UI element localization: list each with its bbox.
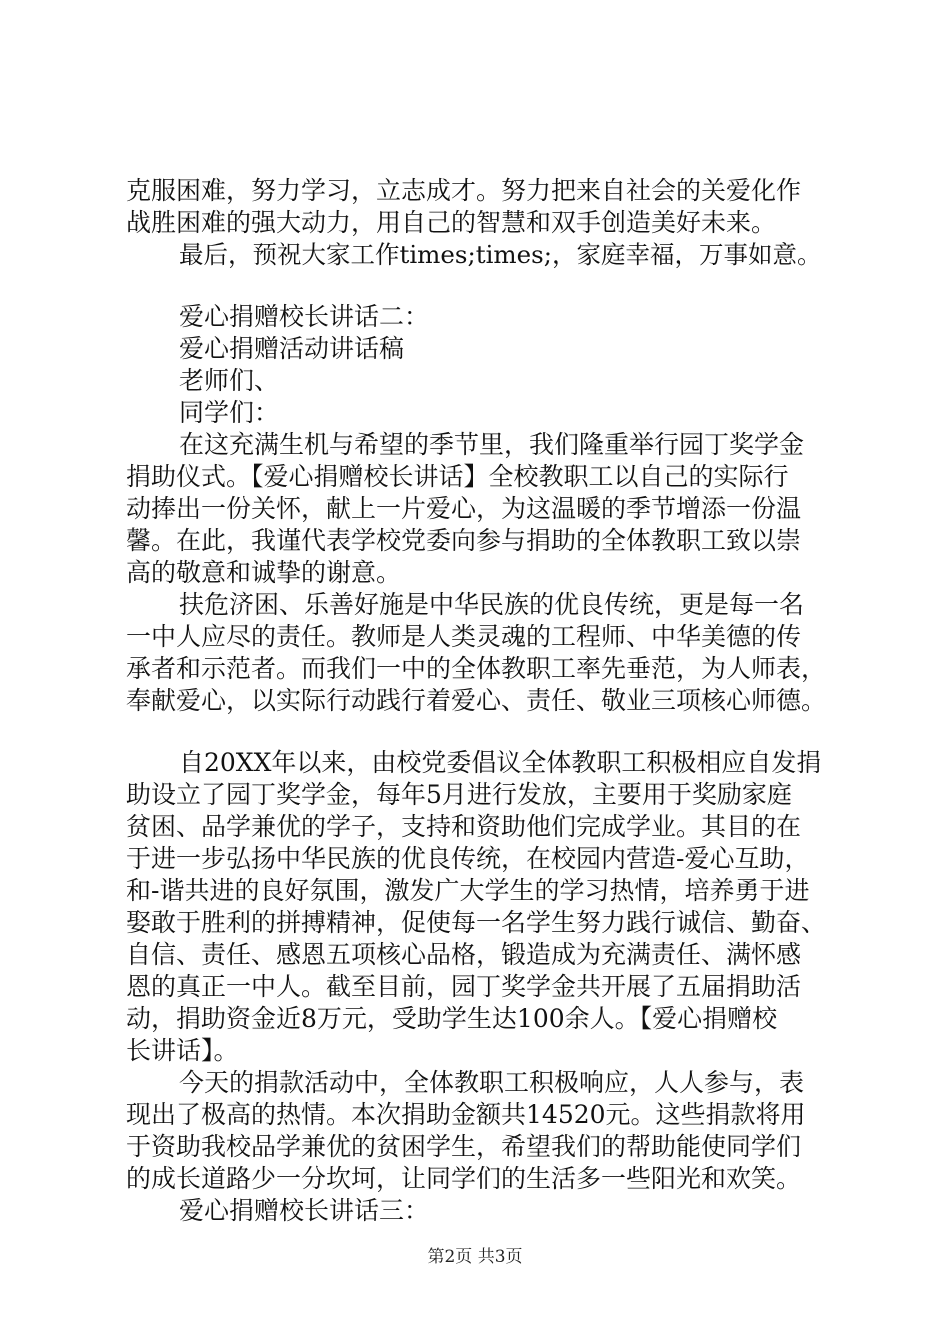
text-line: 爱心捐赠校长讲话三： xyxy=(179,1196,430,1225)
text-line: 在这充满生机与希望的季节里，我们隆重举行园丁奖学金 xyxy=(179,430,805,459)
text-line: 捐助仪式。【爱心捐赠校长讲话】全校教职工以自己的实际行 xyxy=(126,462,789,491)
text-line: 最后，预祝大家工作times;times;，家庭幸福，万事如意。 xyxy=(179,240,822,269)
text-line: 长讲话】。 xyxy=(126,1036,239,1065)
text-line: 爱心捐赠校长讲话二： xyxy=(179,302,430,331)
paragraph-gap xyxy=(126,717,831,747)
text-line: 的成长道路少一分坎坷，让同学们的生活多一些阳光和欢笑。 xyxy=(126,1164,802,1193)
text-line: 一中人应尽的责任。教师是人类灵魂的工程师、中华美德的传 xyxy=(126,622,802,651)
text-line: 贫困、品学兼优的学子，支持和资助他们完成学业。其目的在 xyxy=(126,812,802,841)
text-line: 爱心捐赠活动讲话稿 xyxy=(179,334,405,363)
document-body xyxy=(126,175,831,1227)
text-line: 于资助我校品学兼优的贫困学生，希望我们的帮助能使同学们 xyxy=(126,1132,802,1161)
text-line: 克服困难，努力学习，立志成才。努力把来自社会的关爱化作 xyxy=(126,176,802,205)
paragraph-gap xyxy=(126,271,831,301)
text-line: 扶危济困、乐善好施是中华民族的优良传统，更是每一名 xyxy=(179,590,805,619)
text-line: 馨。在此，我谨代表学校党委向参与捐助的全体教职工致以崇 xyxy=(126,526,802,555)
text-line: 动，捐助资金近8万元，受助学生达100余人。【爱心捐赠校 xyxy=(126,1004,778,1033)
text-line: 同学们： xyxy=(179,398,280,427)
text-line: 动捧出一份关怀，献上一片爱心，为这温暖的季节增添一份温 xyxy=(126,494,802,523)
text-line: 恩的真正一中人。截至目前，园丁奖学金共开展了五届捐助活 xyxy=(126,972,802,1001)
text-line: 今天的捐款活动中，全体教职工积极响应，人人参与，表 xyxy=(179,1068,805,1097)
text-line: 战胜困难的强大动力，用自己的智慧和双手创造美好未来。 xyxy=(126,208,777,237)
text-line: 自信、责任、感恩五项核心品格，锻造成为充满责任、满怀感 xyxy=(126,940,802,969)
text-line: 奉献爱心，以实际行动践行着爱心、责任、敬业三项核心师德。 xyxy=(126,686,827,715)
text-line: 高的敬意和诚挚的谢意。 xyxy=(126,558,402,587)
text-line: 和-谐共进的良好氛围，激发广大学生的学习热情，培养勇于进 xyxy=(126,876,810,905)
text-line: 自20XX年以来，由校党委倡议全体教职工积极相应自发捐 xyxy=(179,748,822,777)
text-line: 承者和示范者。而我们一中的全体教职工率先垂范，为人师表， xyxy=(126,654,827,683)
text-line: 于进一步弘扬中华民族的优良传统，在校园内营造-爱心互助， xyxy=(126,844,810,873)
text-line: 娶敢于胜利的拼搏精神，促使每一名学生努力践行诚信、勤奋、 xyxy=(126,908,827,937)
text-line: 助设立了园丁奖学金，每年5月进行发放，主要用于奖励家庭 xyxy=(126,780,792,809)
text-line: 现出了极高的热情。本次捐助金额共14520元。这些捐款将用 xyxy=(126,1100,806,1129)
page-footer: 第2页 共3页 xyxy=(427,1247,523,1267)
text-line: 老师们、 xyxy=(179,366,280,395)
